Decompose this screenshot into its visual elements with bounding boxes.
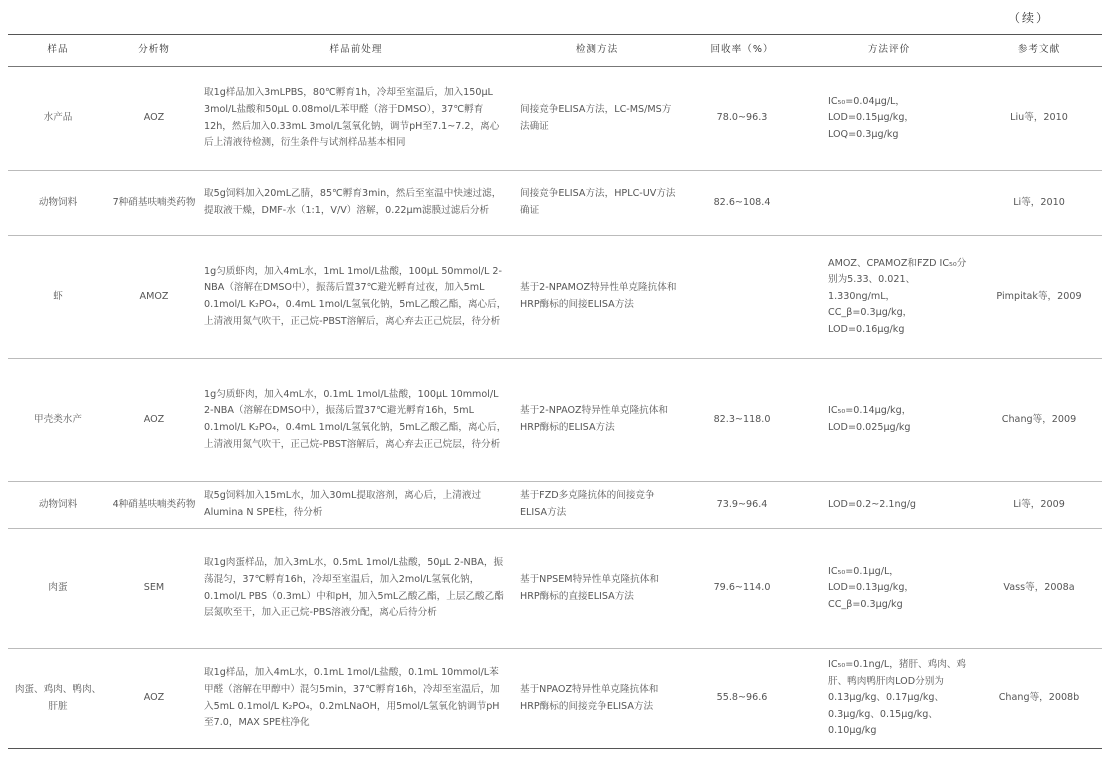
cell-sample: 动物饲料 — [8, 482, 108, 529]
header-recovery: 回收率（%） — [682, 35, 802, 67]
cell-method: 基于NPAOZ特异性单克隆抗体和HRP酶标的间接竞争ELISA方法 — [512, 649, 682, 749]
cell-sample: 动物饲料 — [8, 171, 108, 236]
cell-evaluation: IC₅₀=0.1ng/L，猪肝、鸡肉、鸡肝、鸭肉鸭肝肉LOD分别为0.13μg/kg、0.17μg/kg、0.3μg/kg、0.15μg/kg、0.10μg/kg — [802, 649, 976, 749]
table-row — [8, 236, 1102, 359]
cell-pretreatment: 取5g饲料加入20mL乙腈，85℃孵育3min，然后至室温中快速过滤，提取液干燥，DMF-水（1:1，V/V）溶解，0.22μm滤膜过滤后分析 — [200, 171, 512, 236]
cell-analyte: AOZ — [108, 649, 200, 749]
cell-reference: Chang等，2008b — [976, 649, 1102, 749]
cell-analyte: AMOZ — [108, 236, 200, 359]
cell-method: 基于NPSEM特异性单克隆抗体和HRP酶标的直接ELISA方法 — [512, 529, 682, 649]
cell-analyte: 4种硝基呋喃类药物 — [108, 482, 200, 529]
cell-analyte: 7种硝基呋喃类药物 — [108, 171, 200, 236]
cell-method: 基于FZD多克隆抗体的间接竞争ELISA方法 — [512, 482, 682, 529]
cell-pretreatment: 取5g饲料加入15mL水，加入30mL提取溶剂，离心后，上清液过Alumina N SPE柱，待分析 — [200, 482, 512, 529]
cell-method: 基于2-NPAOZ特异性单克隆抗体和HRP酶标的ELISA方法 — [512, 359, 682, 482]
header-reference: 参考文献 — [976, 35, 1102, 67]
cell-pretreatment: 1g匀质虾肉，加入4mL水，1mL 1mol/L盐酸，100μL 50mmol/L 2-NBA（溶解在DMSO中），振荡后置37℃避光孵育过夜，加入5mL 0.1mol/L K₂PO₄，0.4mL 1mol/L氢氧化钠，5mL乙酸乙酯，离心后，上清液用氮气吹干，正己烷-PBST溶解后，离心弃去正己烷层，待分析 — [200, 236, 512, 359]
cell-method: 间接竞争ELISA方法，HPLC-UV方法确证 — [512, 171, 682, 236]
cell-reference: Vass等，2008a — [976, 529, 1102, 649]
cell-pretreatment: 1g匀质虾肉，加入4mL水，0.1mL 1mol/L盐酸，100μL 10mmol/L 2-NBA（溶解在DMSO中），振荡后置37℃避光孵育16h，5mL 0.1mol/L K₂PO₄，0.4mL 1mol/L氢氧化钠，5mL乙酸乙酯，离心后，上清液用氮气吹干，正己烷-PBST溶解后，离心弃去正己烷层，待分析 — [200, 359, 512, 482]
cell-method: 间接竞争ELISA方法，LC-MS/MS方法确证 — [512, 67, 682, 171]
table-row — [8, 649, 1102, 749]
header-evaluation: 方法评价 — [802, 35, 976, 67]
cell-reference: Chang等，2009 — [976, 359, 1102, 482]
cell-recovery: 55.8~96.6 — [682, 649, 802, 749]
cell-evaluation: IC₅₀=0.04μg/L，LOD=0.15μg/kg，LOQ=0.3μg/kg — [802, 67, 976, 171]
cell-method: 基于2-NPAMOZ特异性单克隆抗体和HRP酶标的间接ELISA方法 — [512, 236, 682, 359]
cell-analyte: SEM — [108, 529, 200, 649]
table-row — [8, 171, 1102, 236]
cell-recovery: 79.6~114.0 — [682, 529, 802, 649]
table-row — [8, 67, 1102, 171]
cell-reference: Liu等，2010 — [976, 67, 1102, 171]
cell-evaluation: IC₅₀=0.1μg/L，LOD=0.13μg/kg，CC_β=0.3μg/kg — [802, 529, 976, 649]
cell-sample: 虾 — [8, 236, 108, 359]
cell-recovery: 78.0~96.3 — [682, 67, 802, 171]
cell-recovery: 73.9~96.4 — [682, 482, 802, 529]
cell-sample: 水产品 — [8, 67, 108, 171]
cell-recovery — [682, 236, 802, 359]
cell-evaluation — [802, 171, 976, 236]
table-row — [8, 529, 1102, 649]
table-header-row — [8, 35, 1102, 67]
continued-label: （续） — [1007, 11, 1050, 25]
header-sample: 样品 — [8, 35, 108, 67]
table-row — [8, 359, 1102, 482]
cell-sample: 肉蛋、鸡肉、鸭肉、肝脏 — [8, 649, 108, 749]
cell-reference: Li等，2009 — [976, 482, 1102, 529]
cell-pretreatment: 取1g样品加入3mLPBS，80℃孵育1h，冷却至室温后，加入150μL 3mol/L盐酸和50μL 0.08mol/L苯甲醛（溶于DMSO），37℃孵育12h，然后加入0.33mL 3mol/L氢氧化钠，调节pH至7.1~7.2，离心后上清液待检测，衍生条件与试剂样品基本相同 — [200, 67, 512, 171]
cell-recovery: 82.3~118.0 — [682, 359, 802, 482]
cell-reference: Li等，2010 — [976, 171, 1102, 236]
header-analyte: 分析物 — [108, 35, 200, 67]
data-table — [8, 34, 1102, 749]
cell-recovery: 82.6~108.4 — [682, 171, 802, 236]
cell-analyte: AOZ — [108, 67, 200, 171]
header-pretreatment: 样品前处理 — [200, 35, 512, 67]
cell-reference: Pimpitak等，2009 — [976, 236, 1102, 359]
table-row — [8, 482, 1102, 529]
cell-sample: 甲壳类水产 — [8, 359, 108, 482]
cell-pretreatment: 取1g样品，加入4mL水，0.1mL 1mol/L盐酸，0.1mL 10mmol/L苯甲醛（溶解在甲醇中）混匀5min，37℃孵育16h，冷却至室温后，加入5mL 0.1mol/L K₂PO₄，0.2mLNaOH，用5mol/L氢氧化钠调节pH至7.0，MAX SPE柱净化 — [200, 649, 512, 749]
cell-pretreatment: 取1g肉蛋样品，加入3mL水，0.5mL 1mol/L盐酸，50μL 2-NBA，振荡混匀，37℃孵育16h，冷却至室温后，加入2mol/L氢氧化钠，0.1mol/L PBS（0.3mL）中和pH，加入5mL乙酸乙酯，上层乙酸乙酯层氮吹至干，加入正己烷-PBS溶液分配，离心后待分析 — [200, 529, 512, 649]
cell-evaluation: AMOZ、CPAMOZ和FZD IC₅₀分别为5.33、0.021、1.330ng/mL，CC_β=0.3μg/kg，LOD=0.16μg/kg — [802, 236, 976, 359]
cell-evaluation: LOD=0.2~2.1ng/g — [802, 482, 976, 529]
cell-sample: 肉蛋 — [8, 529, 108, 649]
header-method: 检测方法 — [512, 35, 682, 67]
cell-analyte: AOZ — [108, 359, 200, 482]
cell-evaluation: IC₅₀=0.14μg/kg，LOD=0.025μg/kg — [802, 359, 976, 482]
